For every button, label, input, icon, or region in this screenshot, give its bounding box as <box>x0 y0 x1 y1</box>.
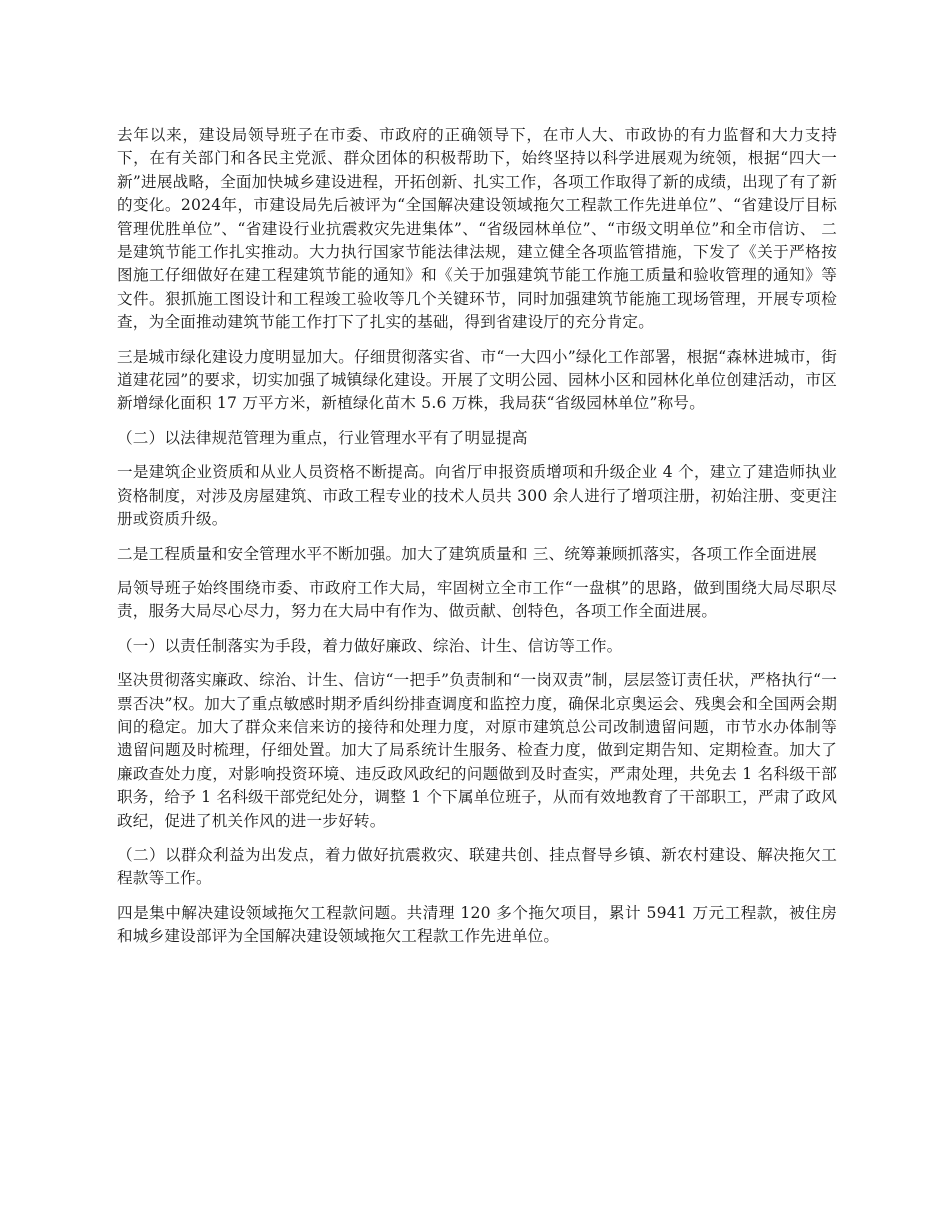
paragraph-7: 四是集中解决建设领域拖欠工程款问题。共清理 120 多个拖欠项目，累计 5941 万元工程款，被住房和城乡建设部评为全国解决建设领域拖欠工程款工作先进单位。 <box>117 903 837 946</box>
section-heading-1: （一）以责任制落实为手段，着力做好廉政、综治、计生、信访等工作。 <box>117 636 623 655</box>
document-body <box>117 124 837 960</box>
paragraph-4: 二是工程质量和安全管理水平不断加强。加大了建筑质量和 三、统筹兼顾抓落实，各项工作全面进展 <box>117 544 818 563</box>
paragraph-1: 去年以来，建设局领导班子在市委、市政府的正确领导下，在市人大、市政协的有力监督和大力支持下，在有关部门和各民主党派、群众团体的积极帮助下，始终坚持以科学进展观为统领，根据“四大一新”进展战略，全面加快城乡建设进程，开拓创新、扎实工作，各项工作取得了新的成绩，出现了有了新的变化。2024年，市建设局先后被评为“全国解决建设领域拖欠工程款工作先进单位”、“省建设厅目标管理优胜单位”、“省建设行业抗震救灾先进集体”、“省级园林单位”、“市级文明单位”和全市信访、 二是建筑节能工作扎实推动。大力执行国家节能法律法规，建立健全各项监管措施，下发了《关于严格按图施工仔细做好在建工程建筑节能的通知》和《关于加强建筑节能工作施工质量和验收管理的通知》等文件。狠抓施工图设计和工程竣工验收等几个关键环节，同时加强建筑节能施工现场管理，开展专项检查，为全面推动建筑节能工作打下了扎实的基础，得到省建设厅的充分肯定。 <box>117 126 837 332</box>
paragraph-6: 坚决贯彻落实廉政、综治、计生、信访“一把手”负责制和“一岗双责”制，层层签订责任状，严格执行“一票否决”权。加大了重点敏感时期矛盾纠纷排查调度和监控力度，确保北京奥运会、残奥会和全国两会期间的稳定。加大了群众来信来访的接待和处理力度，对原市建筑总公司改制遗留问题，市节水办体制等遗留问题及时梳理，仔细处置。加大了局系统计生服务、检查力度，做到定期告知、定期检查。加大了廉政查处力度，对影响投资环境、违反政风政纪的问题做到及时查实，严肃处理，共免去 1 名科级干部职务，给予 1 名科级干部党纪处分，调整 1 个下属单位班子，从而有效地教育了干部职工，严肃了政风政纪，促进了机关作风的进一步好转。 <box>117 671 838 830</box>
paragraph-5: 局领导班子始终围绕市委、市政府工作大局，牢固树立全市工作“一盘棋”的思路，做到围绕大局尽职尽责，服务大局尽心尽力，努力在大局中有作为、做贡献、创特色，各项工作全面进展。 <box>117 578 837 621</box>
section-heading-2: （二）以法律规范管理为重点，行业管理水平有了明显提高 <box>117 428 528 447</box>
section-heading-2b: （二）以群众利益为出发点，着力做好抗震救灾、联建共创、挂点督导乡镇、新农村建设、解决拖欠工程款等工作。 <box>117 845 837 888</box>
paragraph-3: 一是建筑企业资质和从业人员资格不断提高。向省厅申报资质增项和升级企业 4 个，建立了建造师执业资格制度，对涉及房屋建筑、市政工程专业的技术人员共 300 余人进行了增项注册，初始注册、变更注册或资质升级。 <box>117 463 837 529</box>
paragraph-2: 三是城市绿化建设力度明显加大。仔细贯彻落实省、市“一大四小”绿化工作部署，根据“森林进城市，街道建花园”的要求，切实加强了城镇绿化建设。开展了文明公园、园林小区和园林化单位创建活动，市区新增绿化面积 17 万平方米，新植绿化苗木 5.6 万株，我局获“省级园林单位”称号。 <box>117 347 837 413</box>
